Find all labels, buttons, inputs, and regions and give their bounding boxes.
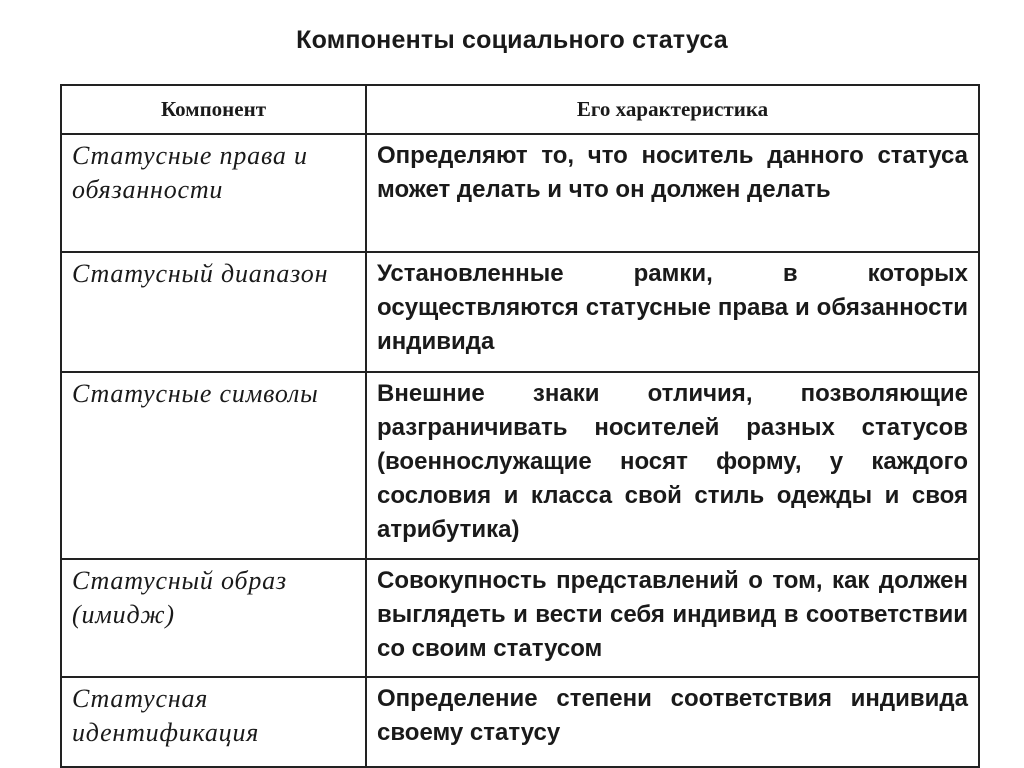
table-header-row [61, 85, 979, 134]
characteristic-cell: Установленные рамки, в которых осуществляются статусные права и обязанности индивида [366, 252, 979, 372]
table-row [61, 677, 979, 767]
table-row [61, 252, 979, 372]
component-cell: Статусная идентификация [61, 677, 366, 767]
page-title: Компоненты социального статуса [296, 26, 728, 54]
characteristic-cell: Совокупность представлений о том, как должен выглядеть и вести себя индивид в соответствии со своим статусом [366, 559, 979, 677]
table-row [61, 134, 979, 252]
component-cell: Статусный диапазон [61, 252, 366, 372]
characteristic-cell: Внешние знаки отличия, позволяющие разграничивать носителей разных статусов (военнослужащие носят форму, у каждого сословия и класса свой стиль одежды и своя атрибутика) [366, 372, 979, 559]
component-cell: Статусные символы [61, 372, 366, 559]
characteristic-cell: Определяют то, что носитель данного статуса может делать и что он должен делать [366, 134, 979, 252]
column-header-characteristic: Его характеристика [366, 85, 979, 134]
table-row [61, 559, 979, 677]
component-cell: Статусные права и обязанности [61, 134, 366, 252]
characteristic-cell: Определение степени соответствия индивида своему статусу [366, 677, 979, 767]
column-header-component: Компонент [61, 85, 366, 134]
component-cell: Статусный образ (имидж) [61, 559, 366, 677]
table-row [61, 372, 979, 559]
status-components-table [60, 84, 980, 768]
